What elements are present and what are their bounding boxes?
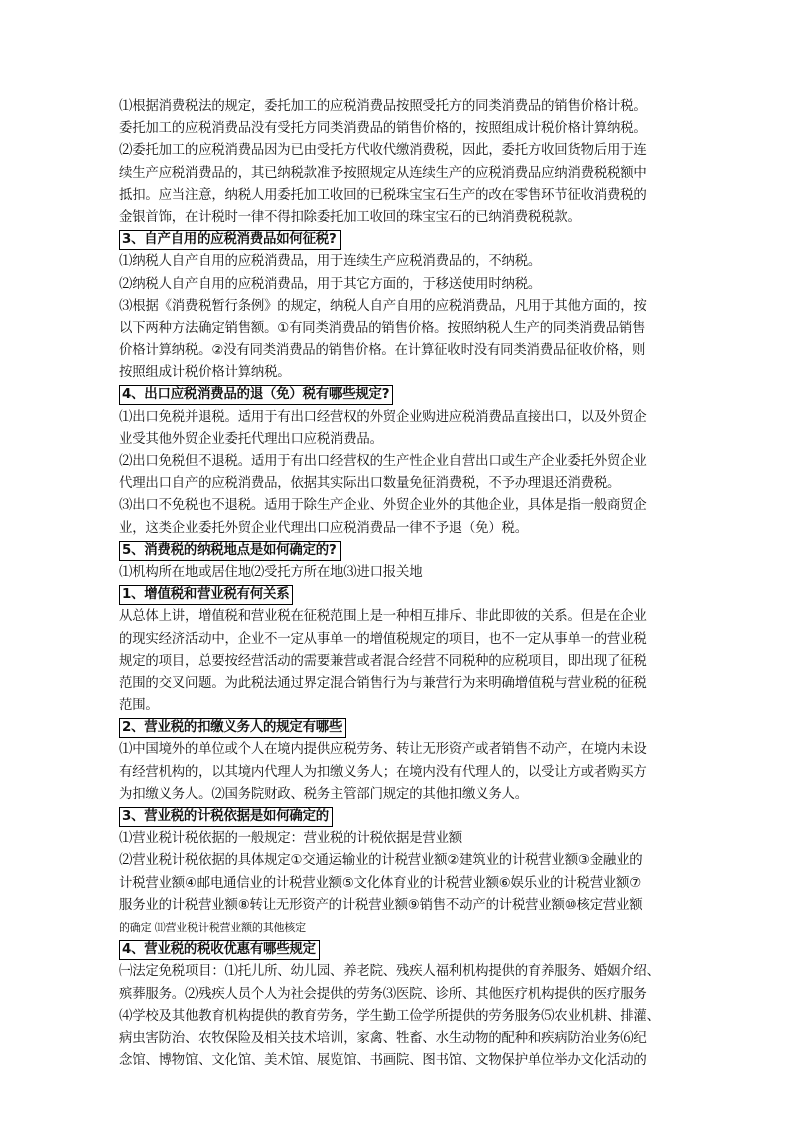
paragraph-text: ⑴机构所在地或居住地⑵受托方所在地⑶进口报关地 <box>119 564 423 580</box>
paragraph-line <box>119 562 685 584</box>
section-heading: 3、自产自用的应税消费品如何征税? <box>119 230 341 250</box>
paragraph-text: ⑴营业税计税依据的一般规定：营业税的计税依据是营业额 <box>119 831 462 847</box>
paragraph-text: 业，这类企业委托外贸企业代理出口应税消费品一律不予退（免）税。 <box>119 520 528 536</box>
paragraph-text: 念馆、博物馆、文化馆、美术馆、展览馆、书画院、图书馆、文物保护单位举办文化活动的 <box>119 1053 647 1069</box>
paragraph-text: 续生产应税消费品的，其已纳税款准予按照规定从连续生产的应税消费品应纳消费税税额中 <box>119 165 647 181</box>
section-heading-line <box>119 584 685 606</box>
paragraph-text: 殡葬服务。⑵残疾人员个人为社会提供的劳务⑶医院、诊所、其他医疗机构提供的医疗服务 <box>119 986 647 1002</box>
paragraph-line <box>119 118 685 140</box>
paragraph-line <box>119 495 685 517</box>
document-body <box>119 96 685 1072</box>
section-heading: 1、增值税和营业税有何关系 <box>119 585 293 605</box>
section-heading-line <box>119 806 685 828</box>
paragraph-text: 从总体上讲，增值税和营业税在征税范围上是一种相互排斥、非此即彼的关系。但是在企业 <box>119 609 647 625</box>
paragraph-line <box>119 362 685 384</box>
section-heading: 5、消费税的纳税地点是如何确定的? <box>119 541 341 561</box>
paragraph-line <box>119 518 685 540</box>
paragraph-line <box>119 673 685 695</box>
paragraph-line <box>119 828 685 850</box>
paragraph-line <box>119 739 685 761</box>
paragraph-text: 业受其他外贸企业委托代理出口应税消费品。 <box>119 431 383 447</box>
paragraph-line <box>119 1006 685 1028</box>
paragraph-text: 计税营业额④邮电通信业的计税营业额⑤文化体育业的计税营业额⑥娱乐业的计税营业额⑦ <box>119 875 642 891</box>
section-heading-line <box>119 384 685 406</box>
paragraph-text: 病虫害防治、农牧保险及相关技术培训，家禽、牲畜、水生动物的配种和疾病防治业务⑹纪 <box>119 1030 647 1046</box>
paragraph-text: 金银首饰，在计税时一律不得扣除委托加工收回的珠宝宝石的已纳消费税税款。 <box>119 209 581 225</box>
paragraph-line <box>119 340 685 362</box>
paragraph-text: 委托加工的应税消费品没有受托方同类消费品的销售价格的，按照组成计税价格计算纳税。 <box>119 121 647 137</box>
paragraph-text: 范围。 <box>119 698 159 714</box>
paragraph-text: 规定的项目，总要按经营活动的需要兼营或者混合经营不同税种的应税项目，即出现了征税 <box>119 653 647 669</box>
paragraph-line <box>119 96 685 118</box>
paragraph-text: 抵扣。应当注意，纳税人用委托加工收回的已税珠宝宝石生产的改在零售环节征收消费税的 <box>119 187 647 203</box>
paragraph-text: 范围的交叉问题。为此税法通过界定混合销售行为与兼营行为来明确增值税与营业税的征税 <box>119 675 647 691</box>
paragraph-line <box>119 185 685 207</box>
paragraph-text: 以下两种方法确定销售额。①有同类消费品的销售价格。按照纳税人生产的同类消费品销售 <box>119 320 646 336</box>
paragraph-line <box>119 873 685 895</box>
section-heading: 4、出口应税消费品的退（免）税有哪些规定? <box>119 385 393 405</box>
paragraph-text: ⑴纳税人自产自用的应税消费品，用于连续生产应税消费品的，不纳税。 <box>119 254 542 270</box>
paragraph-line <box>119 251 685 273</box>
section-heading: 2、营业税的扣缴义务人的规定有哪些 <box>119 718 346 738</box>
paragraph-line <box>119 695 685 717</box>
paragraph-line <box>119 451 685 473</box>
section-heading-line <box>119 939 685 961</box>
paragraph-line <box>119 984 685 1006</box>
paragraph-line <box>119 917 685 939</box>
paragraph-line <box>119 163 685 185</box>
paragraph-text: ⑵纳税人自产自用的应税消费品，用于其它方面的，于移送使用时纳税。 <box>119 276 542 292</box>
paragraph-line <box>119 207 685 229</box>
paragraph-text: 有经营机构的，以其境内代理人为扣缴义务人；在境内没有代理人的，以受让方或者购买方 <box>119 764 647 780</box>
paragraph-text: ⑶根据《消费税暂行条例》的规定，纳税人自产自用的应税消费品，凡用于其他方面的，按 <box>119 298 647 314</box>
section-heading-line <box>119 229 685 251</box>
paragraph-text: ⑴中国境外的单位或个人在境内提供应税劳务、转让无形资产或者销售不动产，在境内未设 <box>119 742 647 758</box>
paragraph-text: ⑷学校及其他教育机构提供的教育劳务，学生勤工俭学所提供的劳务服务⑸农业机耕、排灌、 <box>119 1008 660 1024</box>
paragraph-text: ⑶出口不免税也不退税。适用于除生产企业、外贸企业外的其他企业，具体是指一般商贸企 <box>119 498 647 514</box>
section-heading: 3、营业税的计税依据是如何确定的 <box>119 807 333 827</box>
paragraph-line <box>119 895 685 917</box>
paragraph-text: 价格计算纳税。②没有同类消费品的销售价格。在计算征收时没有同类消费品征收价格，则 <box>119 343 646 359</box>
paragraph-text: ⑵委托加工的应税消费品因为已由受托方代收代缴消费税，因此，委托方收回货物后用于连 <box>119 143 647 159</box>
paragraph-text: 的现实经济活动中，企业不一定从事单一的增值税规定的项目，也不一定从事单一的营业税 <box>119 631 647 647</box>
paragraph-line <box>119 1028 685 1050</box>
paragraph-line <box>119 473 685 495</box>
paragraph-line <box>119 850 685 872</box>
paragraph-line <box>119 961 685 983</box>
paragraph-line <box>119 296 685 318</box>
paragraph-text: ⑴根据消费税法的规定，委托加工的应税消费品按照受托方的同类消费品的销售价格计税。 <box>119 99 647 114</box>
paragraph-text: 按照组成计税价格计算纳税。 <box>119 365 291 381</box>
paragraph-text: 为扣缴义务人。⑵国务院财政、税务主管部门规定的其他扣缴义务人。 <box>119 786 528 802</box>
paragraph-line <box>119 1050 685 1072</box>
paragraph-text: 的确定 ⑾营业税计税营业额的其他核定 <box>119 920 306 934</box>
section-heading-line <box>119 540 685 562</box>
paragraph-line <box>119 651 685 673</box>
paragraph-text: 服务业的计税营业额⑧转让无形资产的计税营业额⑨销售不动产的计税营业额⑩核定营业额 <box>119 897 643 913</box>
paragraph-line <box>119 762 685 784</box>
paragraph-line <box>119 274 685 296</box>
paragraph-line <box>119 606 685 628</box>
paragraph-text: ⑵营业税计税依据的具体规定①交通运输业的计税营业额②建筑业的计税营业额③金融业的 <box>119 853 643 869</box>
paragraph-line <box>119 140 685 162</box>
section-heading: 4、营业税的税收优惠有哪些规定 <box>119 940 320 960</box>
paragraph-line <box>119 407 685 429</box>
paragraph-text: 代理出口自产的应税消费品，依据其实际出口数量免征消费税，不予办理退还消费税。 <box>119 476 621 492</box>
paragraph-line <box>119 784 685 806</box>
paragraph-line <box>119 429 685 451</box>
paragraph-text: ㈠法定免税项目：⑴托儿所、幼儿园、养老院、残疾人福利机构提供的育养服务、婚姻介绍、 <box>119 964 660 980</box>
paragraph-text: ⑴出口免税并退税。适用于有出口经营权的外贸企业购进应税消费品直接出口，以及外贸企 <box>119 409 647 425</box>
paragraph-text: ⑵出口免税但不退税。适用于有出口经营权的生产性企业自营出口或生产企业委托外贸企业 <box>119 454 647 469</box>
paragraph-line <box>119 318 685 340</box>
section-heading-line <box>119 717 685 739</box>
paragraph-line <box>119 629 685 651</box>
